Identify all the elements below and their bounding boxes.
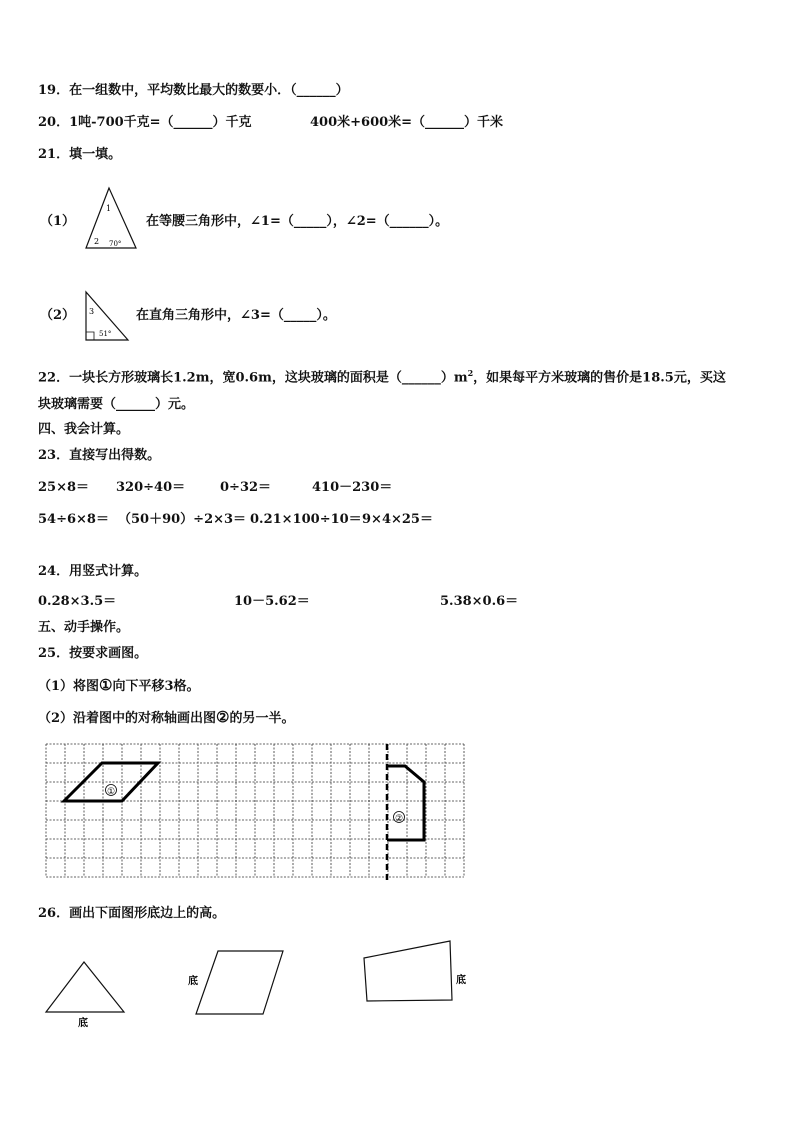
question-26-title: 26．画出下面图形底边上的高。 [38, 906, 226, 921]
question-21-item2-number: （2） [40, 308, 76, 323]
half-figure-2 [387, 766, 424, 840]
question-22-line1-a: 22．一块长方形玻璃长1.2m，宽0.6m，这块玻璃的面积是（______）m [38, 370, 468, 386]
right-triangle-figure [84, 290, 132, 342]
question-20-part1: 20．1吨-700千克=（______）千克 [38, 115, 252, 130]
base-label: 底 [456, 975, 466, 986]
calc-item: 0.21×100÷10＝ [250, 512, 362, 527]
question-25-title: 25．按要求画图。 [38, 646, 148, 661]
vertical-calc-item: 0.28×3.5＝ [38, 594, 117, 609]
question-24-title: 24．用竖式计算。 [38, 564, 148, 579]
base-label: 底 [78, 1018, 88, 1029]
figure-1-label: ① [106, 787, 116, 797]
question-23-title: 23．直接写出得数。 [38, 448, 161, 463]
question-21-item1-text: 在等腰三角形中，∠1=（_____），∠2=（______）。 [146, 214, 449, 229]
calc-item: 54÷6×8＝ [38, 512, 109, 527]
calc-item: 410－230＝ [312, 480, 393, 495]
question-22-line2: 块玻璃需要（______）元。 [38, 397, 195, 412]
q25-sub1-b: 向下平移3格。 [112, 679, 200, 694]
isosceles-triangle-figure [84, 186, 140, 254]
drawing-grid[interactable] [46, 744, 466, 882]
calc-item: （50＋90）÷2×3＝ [118, 512, 247, 527]
question-20-part2: 400米+600米=（______）千米 [310, 115, 504, 130]
base-label: 底 [188, 976, 198, 987]
section-5-heading: 五、动手操作。 [38, 620, 130, 635]
section-4-heading: 四、我会计算。 [38, 422, 130, 437]
triangle-figure [44, 960, 126, 1029]
question-19: 19．在一组数中，平均数比最大的数要小．（______） [38, 83, 349, 98]
figure-2-label: ② [394, 814, 404, 824]
question-25-sub1 [38, 677, 200, 695]
calc-item: 0÷32＝ [220, 480, 272, 495]
angle-51-label: 51° [99, 330, 112, 338]
question-22-line1 [38, 365, 726, 386]
angle-2-label: 2 [94, 237, 100, 246]
question-22-superscript: 2 [467, 368, 474, 378]
q25-sub1-a: （1）将图 [38, 679, 100, 694]
question-21-title: 21．填一填。 [38, 147, 122, 162]
question-25-sub2 [38, 709, 295, 727]
circled-1-mark: ① [99, 676, 113, 694]
q25-sub2-b: 的另一半。 [229, 711, 295, 726]
angle-3-label: 3 [89, 307, 95, 316]
question-21-item1-number: （1） [40, 214, 76, 229]
question-22-line1-b: ，如果每平方米玻璃的售价是18.5元，买这 [473, 370, 726, 386]
vertical-calc-item: 5.38×0.6＝ [440, 594, 519, 609]
question-21-item2-text: 在直角三角形中，∠3=（_____）。 [136, 308, 336, 323]
q25-sub2-a: （2）沿着图中的对称轴画出图 [38, 711, 217, 726]
angle-1-label: 1 [106, 204, 112, 213]
vertical-calc-item: 10－5.62＝ [234, 594, 310, 609]
angle-70-label: 70° [109, 240, 122, 248]
calc-item: 320÷40＝ [116, 480, 186, 495]
circled-2-mark: ② [216, 708, 230, 726]
parallelogram-figure [186, 948, 286, 1018]
calc-item: 9×4×25＝ [362, 512, 433, 527]
calc-item: 25×8＝ [38, 480, 90, 495]
trapezoid-figure [360, 938, 472, 1004]
